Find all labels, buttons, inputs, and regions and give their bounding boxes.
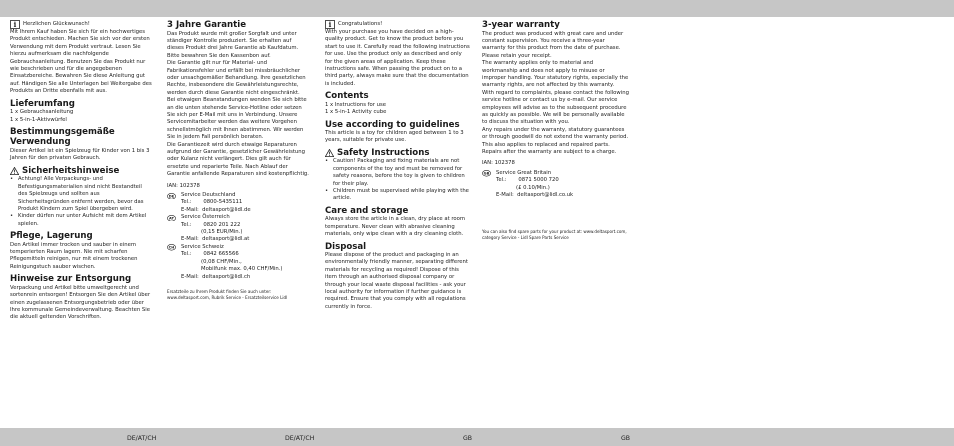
garantie-text-1: Das Produkt wurde mit großer Sorgfalt und unter ständiger Kontrolle produziert. Sie erhalten auf dieses Produkt drei Jahre Garantie ab Kaufdatum. Bitte bewahren Sie den Kassenbon auf.	[167, 30, 299, 59]
heading-entsorgung: Hinweise zur Entsorgung	[10, 274, 132, 285]
notice-row	[325, 20, 470, 29]
garantie-text-2: Die Garantie gilt nur für Material- und Fabrikationsfehler und erfällt bei missbräuchlicher oder unsachgemäßer Behandlung. Ihre gesetzlichen Rechte, insbesondere die Gewährleistungsrechte, werden durch diese Garantie nicht eingeschränkt.	[167, 60, 306, 96]
service-name: Service Deutschland	[181, 192, 236, 199]
service-phone: Tel.: 0800-5435111	[181, 199, 243, 206]
service-name: Service Österreich	[181, 214, 230, 221]
list-item: • Kinder dürfen nur unter Aufsicht mit dem Artikel spielen.	[16, 213, 152, 228]
service-at	[167, 214, 309, 244]
ian-text: IAN: 102378	[482, 160, 515, 167]
service-email: E-Mail: deltasport@lidl.de	[181, 206, 251, 213]
service-rate: (0,08 CHF/Min.,	[201, 258, 242, 265]
list-item: • Achtung! Alle Verpackungs- und Befestigungsmaterialien sind nicht Bestandteil des Spielzeugs und sollten aus Sicherheitsgründen entfernt werden, bevor das Produkt Kindern zum Spiel übergeben wird.	[16, 176, 152, 213]
heading-safety	[325, 148, 470, 159]
book-info-icon	[10, 20, 20, 29]
list-item: • Caution! Packaging and fixing materials are not components of the toy and must be removed for safety reasons, before the toy is given to children for their play.	[331, 158, 470, 188]
heading-contents: Contents	[325, 91, 369, 102]
list-item: 1 x Gebrauchsanleitung	[10, 109, 74, 116]
list-item: 1 x 5-in-1 Activity cube	[325, 109, 387, 116]
svg-text:i: i	[328, 20, 332, 29]
badge-label: DE	[168, 194, 175, 199]
service-phone: Tel.: 0871 5000 720	[496, 177, 559, 184]
country-badge-ch-icon	[167, 244, 176, 251]
footer-page-label: GB	[463, 435, 473, 442]
entsorgung-text: Verpackung und Artikel bitte umweltgerecht und sortenrein entsorgen! Entsorgen Sie den Artikel über einen zugelassenen Entsorgungsbetrieb oder über Ihre kommunale Gemeindeverwaltung. Beachten Sie die aktuell geltenden Vorschriften.	[10, 284, 151, 321]
ian-text: IAN: 102378	[167, 182, 200, 189]
safety-list	[325, 158, 470, 202]
heading-lieferumfang: Lieferumfang	[10, 98, 75, 109]
country-badge-de-icon	[167, 193, 176, 200]
svg-text:i: i	[13, 20, 17, 29]
heading-care: Care and storage	[325, 205, 409, 216]
list-item: 1 x Instructions for use	[325, 101, 387, 108]
service-ch	[167, 244, 309, 281]
badge-label: AT	[169, 216, 174, 221]
top-bar	[0, 0, 954, 17]
spare-parts-note: You can also find spare parts for your product at: www.deltasport.com, category Service - Lidl Spare Parts Service	[482, 229, 627, 241]
notice-text: Herzlichen Glückwunsch!	[23, 20, 90, 27]
garantie-text-4: Die Garantiezeit wird durch etwaige Reparaturen aufgrund der Garantie, gesetzlicher Gewährleistung oder Kulanz nicht verlängert. Dies gilt auch für ersetzte und reparierte Teile. Nach Ablauf der Garantie anfallende Reparaturen sind kostenpflichtig.	[167, 141, 309, 178]
column-gb-1	[325, 20, 470, 311]
service-email: E-Mail: deltasport@lidl.co.uk	[496, 192, 574, 199]
notice-row	[10, 20, 152, 29]
disposal-text: Please dispose of the product and packaging in an environmentally friendly manner, separating different materials for recycling as required! Dispose of this item through an authorised disposal company or through your local waste disposal facilities - ask your local authority for information if further guidance is required. Ensure that you comply with all regulations currently in force.	[325, 252, 468, 310]
warranty-text-4: Any repairs under the warranty, statutory guarantees or through goodwill do not extend the warranty period. This also applies to replaced and repaired parts. Repairs after the warranty are subject to a charge.	[482, 126, 629, 155]
list-item: • Children must be supervised while playing with the article.	[331, 188, 470, 203]
footer-page-label: DE/AT/CH	[127, 435, 157, 442]
column-gb-2	[482, 20, 630, 241]
warning-icon	[325, 149, 334, 157]
service-phone: Tel.: 0842 665566	[181, 251, 239, 258]
notice-text: Congratulations!	[338, 20, 383, 27]
badge-label: CH	[168, 245, 175, 250]
service-de	[167, 192, 309, 214]
warranty-text-3: With regard to complaints, please contact the following service hotline or contact us by e-mail. Our service employees will advise as to the subsequent procedure as quickly as possible. We will be personally available to discuss the situation with you.	[482, 89, 629, 126]
use-text: This article is a toy for children aged between 1 to 3 years, suitable for private use.	[325, 130, 464, 144]
service-rate: (0,15 EUR/Min.)	[201, 229, 243, 236]
book-info-icon	[325, 20, 335, 29]
warranty-text-2: The warranty applies only to material and workmanship and does not apply to misuse or improper handling. Your statutory rights, especially the warranty rights, are not affected by this warranty.	[482, 60, 629, 89]
heading-pflege: Pflege, Lagerung	[10, 231, 93, 242]
heading-use: Use according to guidelines	[325, 119, 460, 130]
heading-warranty: 3-year warranty	[482, 20, 560, 30]
heading-garantie: 3 Jahre Garantie	[167, 20, 247, 30]
verwendung-text: Dieser Artikel ist ein Spielzeug für Kinder von 1 bis 3 Jahren für den privaten Gebrauch.	[10, 147, 150, 162]
service-phone: Tel.: 0820 201 222	[181, 221, 241, 228]
country-badge-at-icon	[167, 215, 176, 222]
sicherheit-list	[10, 176, 152, 228]
care-text: Always store the article in a clean, dry place at room temperature. Never clean with abrasive cleaning materials, only wipe clean with a dry cleaning cloth.	[325, 216, 466, 238]
column-de-2	[167, 20, 309, 301]
warning-icon	[10, 167, 19, 175]
service-rate-mobile: Mobilfunk max. 0,40 CHF/Min.)	[201, 266, 283, 273]
badge-label: GB	[483, 171, 490, 176]
heading-safety-label: Safety Instructions	[337, 147, 430, 158]
pflege-text: Den Artikel immer trocken und sauber in einem temperierten Raum lagern. Nie mit scharfen Pflegemitteln reinigen, nur mit einem trockenen Reinigungstuch sauber wischen.	[10, 241, 138, 270]
spare-parts-note: Ersatzteile zu Ihrem Produkt finden Sie auch unter: www.deltasport.com, Rubrik Service - Ersatzteilservice Lidl	[167, 288, 288, 300]
service-name: Service Schweiz	[181, 243, 224, 250]
column-de-1	[10, 20, 152, 322]
footer-page-label: GB	[621, 435, 631, 442]
heading-disposal: Disposal	[325, 241, 367, 252]
service-email: E-Mail: deltasport@lidl.at	[181, 236, 250, 243]
country-badge-gb-icon	[482, 170, 491, 177]
service-gb	[482, 170, 630, 200]
footer-page-label: DE/AT/CH	[285, 435, 315, 442]
service-rate: (£ 0.10/Min.)	[516, 184, 550, 191]
garantie-text-3: Bei etwaigen Beanstandungen wenden Sie sich bitte an die unten stehende Service-Hotline oder setzen Sie sich per E-Mail mit uns in Verbindung. Unsere Servicemitarbeiter werden das weitere Vorgehen schnellstmöglich mit Ihnen abstimmen. Wir werden Sie in jedem Fall persönlich beraten.	[167, 97, 307, 141]
heading-sicherheit	[10, 166, 152, 177]
warranty-text-1: The product was produced with great care and under constant supervision. You receive a three-year warranty for this product from the date of purchase. Please retain your receipt.	[482, 30, 624, 59]
heading-verwendung: Bestimmungsgemäße Verwendung	[10, 126, 115, 148]
service-email: E-Mail: deltasport@lidl.ch	[181, 273, 251, 280]
intro-text: Mit Ihrem Kauf haben Sie sich für ein hochwertiges Produkt entschieden. Machen Sie sich vor der ersten Verwendung mit dem Produkt vertraut. Lesen Sie hierzu aufmerksam die nachfolgende Gebrauchsanleitung. Benutzen Sie das Produkt nur wie beschrieben und für die angegebenen Einsatzbereiche. Bewahren Sie diese Anleitung gut auf. Händigen Sie alle Unterlagen bei Weitergabe des Produkts an Dritte ebenfalls mit aus.	[10, 29, 152, 95]
list-item: 1 x 5-in-1-Aktivwürfel	[10, 116, 67, 123]
intro-text: With your purchase you have decided on a high-quality product. Get to know the product before you start to use it. Carefully read the following instructions for use. Use the product only as described and only for the given areas of application. Keep these instructions safe. When passing the product on to a third party, always make sure that the documentation is included.	[325, 29, 470, 87]
service-name: Service Great Britain	[496, 169, 552, 176]
heading-sicherheit-label: Sicherheitshinweise	[22, 165, 120, 176]
